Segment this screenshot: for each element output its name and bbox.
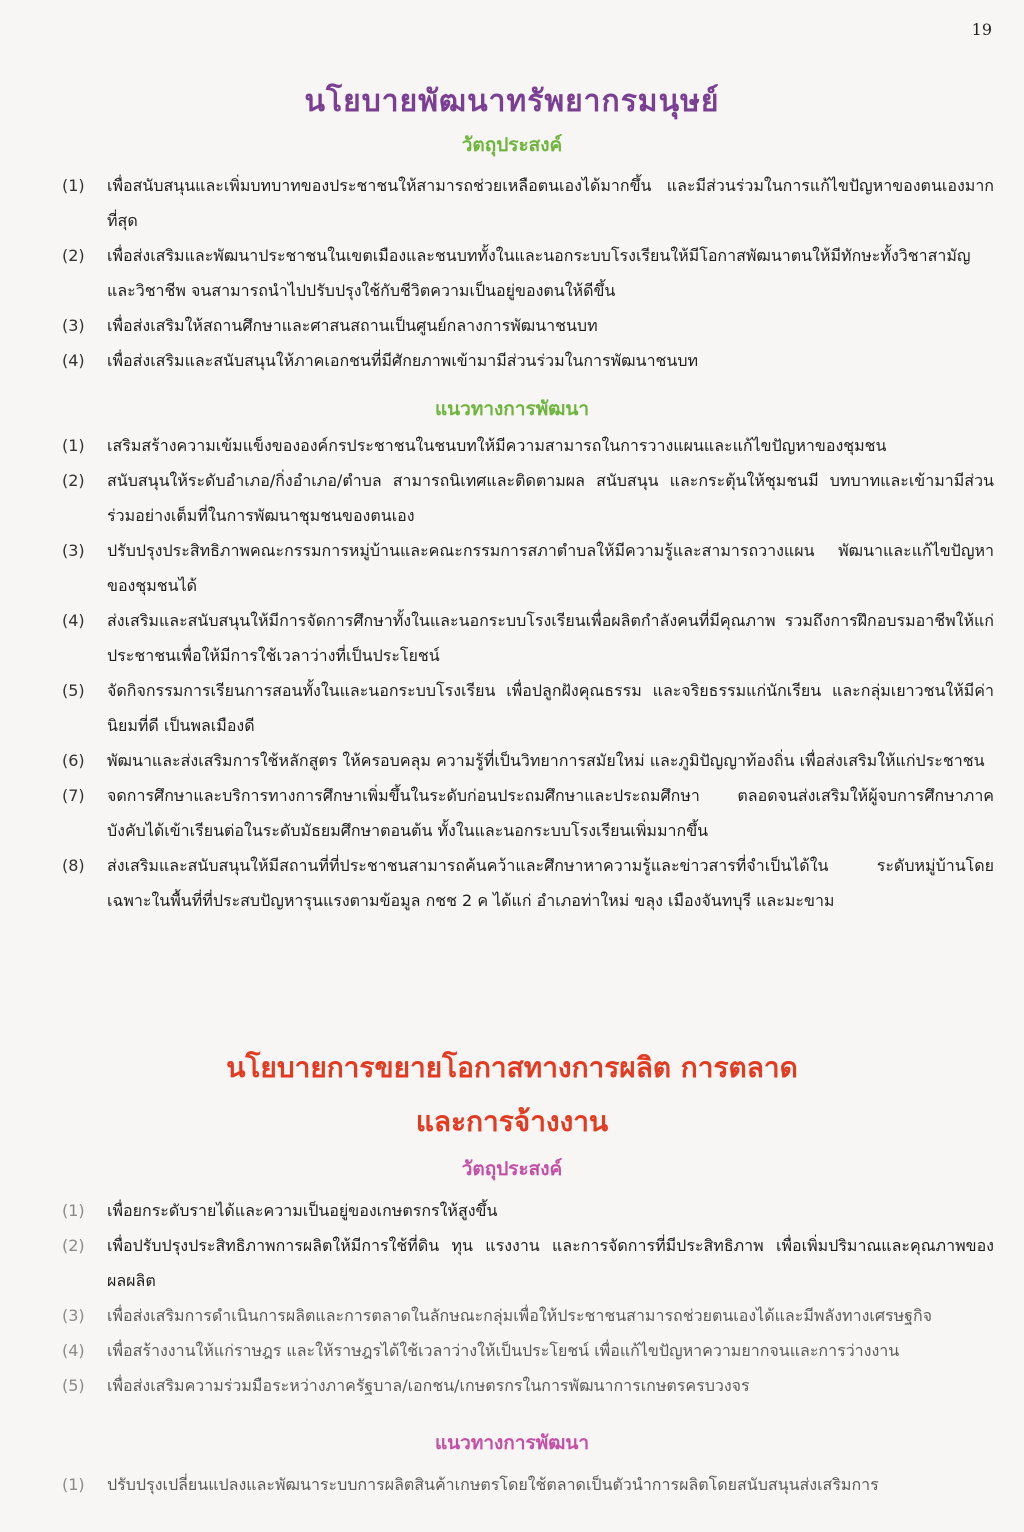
item-text: ปรับปรุงประสิทธิภาพคณะกรรมการหมู่บ้านและคณะกรรมการสภาตำบลให้มีความรู้และสามารถวางแผน พัฒนาและแก้ไขปัญหาของชุมชนได้ [107, 541, 994, 595]
item-number: (3) [62, 1306, 85, 1325]
item-text: เพื่อส่งเสริมให้สถานศึกษาและศาสนสถานเป็นศูนย์กลางการพัฒนาชนบท [107, 316, 598, 335]
section2-guidelines-list [62, 1467, 994, 1502]
item-text: เพื่อยกระดับรายได้และความเป็นอยู่ของเกษตรกรให้สูงขึ้น [107, 1201, 498, 1220]
item-number: (5) [62, 681, 85, 700]
item-text: พัฒนาและส่งเสริมการใช้หลักสูตร ให้ครอบคลุม ความรู้ที่เป็นวิทยาการสมัยใหม่ และภูมิปัญญาท้องถิ่น เพื่อส่งเสริมให้แก่ประชาชน [107, 751, 985, 770]
list-item [62, 673, 994, 743]
item-text: สนับสนุนให้ระดับอำเภอ/กิ่งอำเภอ/ตำบล สามารถนิเทศและติดตามผล สนับสนุน และกระตุ้นให้ชุมชนมี บทบาทและเข้ามามีส่วนร่วมอย่างเต็มที่ในการพัฒนาชุมชนของตนเอง [107, 471, 994, 525]
item-number: (2) [62, 1236, 85, 1255]
page-number: 19 [971, 20, 992, 39]
section2-guidelines-heading: แนวทางการพัฒนา [434, 1432, 590, 1454]
list-item [62, 238, 994, 308]
section1-title: นโยบายพัฒนาทรัพยากรมนุษย์ [304, 84, 720, 119]
list-item [62, 1333, 994, 1368]
item-number: (6) [62, 751, 85, 770]
item-text: ส่งเสริมและสนับสนุนให้มีการจัดการศึกษาทั้งในและนอกระบบโรงเรียนเพื่อผลิตกำลังคนที่มีคุณภาพ รวมถึงการฝึกอบรมอาชีพให้แก่ประชาชนเพื่อให้มีการใช้เวลาว่างที่เป็นประโยชน์ [107, 611, 994, 665]
item-number: (2) [62, 246, 85, 265]
item-text: เพื่อส่งเสริมและพัฒนาประชาชนในเขตเมืองและชนบททั้งในและนอกระบบโรงเรียนให้มีโอกาสพัฒนาตนให้มีทักษะทั้งวิชาสามัญและวิชาชีพ จนสามารถนำไปปรับปรุงใช้กับชีวิตความเป็นอยู่ของตนให้ดีขึ้น [107, 246, 971, 300]
list-item [62, 1467, 994, 1502]
list-item [62, 743, 994, 778]
item-text: จดการศึกษาและบริการทางการศึกษาเพิ่มขึ้นในระดับก่อนประถมศึกษาและประถมศึกษา ตลอดจนส่งเสริมให้ผู้จบการศึกษาภาคบังคับได้เข้าเรียนต่อในระดับมัธยมศึกษาตอนต้น ทั้งในและนอกระบบโรงเรียนเพิ่มมากขึ้น [107, 786, 994, 840]
list-item [62, 168, 994, 238]
item-number: (4) [62, 351, 85, 370]
item-number: (4) [62, 1341, 85, 1360]
list-item [62, 1228, 994, 1298]
item-number: (1) [62, 1201, 85, 1220]
list-item [62, 308, 994, 343]
item-text: เพื่อส่งเสริมและสนับสนุนให้ภาคเอกชนที่มีศักยภาพเข้ามามีส่วนร่วมในการพัฒนาชนบท [107, 351, 699, 370]
item-number: (2) [62, 471, 85, 490]
list-item [62, 1193, 994, 1228]
section1-guidelines-list [62, 428, 994, 918]
list-item [62, 428, 994, 463]
section1-objectives-list [62, 168, 994, 378]
section1-objectives-heading: วัตถุประสงค์ [461, 134, 563, 156]
item-text: ส่งเสริมและสนับสนุนให้มีสถานที่ที่ประชาชนสามารถค้นคว้าและศึกษาหาความรู้และข่าวสารที่จำเป็นได้ใน ระดับหมู่บ้านโดยเฉพาะในพื้นที่ที่ประสบปัญหารุนแรงตามข้อมูล กชช 2 ค ได้แก่ อำเภอท่าใหม่ ขลุง เมืองจันทบุรี และมะขาม [107, 856, 994, 910]
section2-title-line1: นโยบายการขยายโอกาสทางการผลิต การตลาด [226, 1051, 798, 1084]
item-number: (3) [62, 541, 85, 560]
item-number: (4) [62, 611, 85, 630]
section2-objectives-heading: วัตถุประสงค์ [461, 1158, 563, 1180]
section1-guidelines-heading: แนวทางการพัฒนา [434, 398, 590, 420]
item-text: ปรับปรุงเปลี่ยนแปลงและพัฒนาระบบการผลิตสินค้าเกษตรโดยใช้ตลาดเป็นตัวนำการผลิตโดยสนับสนุนส่งเสริมการ [107, 1475, 879, 1494]
section2-objectives-list [62, 1193, 994, 1403]
item-text: จัดกิจกรรมการเรียนการสอนทั้งในและนอกระบบโรงเรียน เพื่อปลูกฝังคุณธรรม และจริยธรรมแก่นักเรียน และกลุ่มเยาวชนให้มีค่านิยมที่ดี เป็นพลเมืองดี [107, 681, 994, 735]
item-number: (1) [62, 1475, 85, 1494]
list-item [62, 1298, 994, 1333]
item-number: (3) [62, 316, 85, 335]
item-text: เพื่อสร้างงานให้แก่ราษฎร และให้ราษฎรได้ใช้เวลาว่างให้เป็นประโยชน์ เพื่อแก้ไขปัญหาความยากจนและการว่างงาน [107, 1341, 900, 1360]
section2-title-line2: และการจ้างงาน [415, 1105, 609, 1138]
item-text: เสริมสร้างความเข้มแข็งขององค์กรประชาชนในชนบทให้มีความสามารถในการวางแผนและแก้ไขปัญหาของชุมชน [107, 436, 887, 455]
item-number: (1) [62, 176, 85, 195]
item-number: (5) [62, 1376, 85, 1395]
list-item [62, 1368, 994, 1403]
list-item [62, 603, 994, 673]
list-item [62, 778, 994, 848]
item-number: (1) [62, 436, 85, 455]
item-text: เพื่อสนับสนุนและเพิ่มบทบาทของประชาชนให้สามารถช่วยเหลือตนเองได้มากขึ้น และมีส่วนร่วมในการแก้ไขปัญหาของตนเองมากที่สุด [107, 176, 994, 230]
list-item [62, 463, 994, 533]
item-number: (8) [62, 856, 85, 875]
item-number: (7) [62, 786, 85, 805]
list-item [62, 848, 994, 918]
item-text: เพื่อปรับปรุงประสิทธิภาพการผลิตให้มีการใช้ที่ดิน ทุน แรงงาน และการจัดการที่มีประสิทธิภาพ เพื่อเพิ่มปริมาณและคุณภาพของผลผลิต [107, 1236, 994, 1290]
item-text: เพื่อส่งเสริมการดำเนินการผลิตและการตลาดในลักษณะกลุ่มเพื่อให้ประชาชนสามารถช่วยตนเองได้และมีพลังทางเศรษฐกิจ [107, 1306, 933, 1325]
list-item [62, 533, 994, 603]
list-item [62, 343, 994, 378]
item-text: เพื่อส่งเสริมความร่วมมือระหว่างภาครัฐบาล/เอกชน/เกษตรกรในการพัฒนาการเกษตรครบวงจร [107, 1376, 750, 1395]
